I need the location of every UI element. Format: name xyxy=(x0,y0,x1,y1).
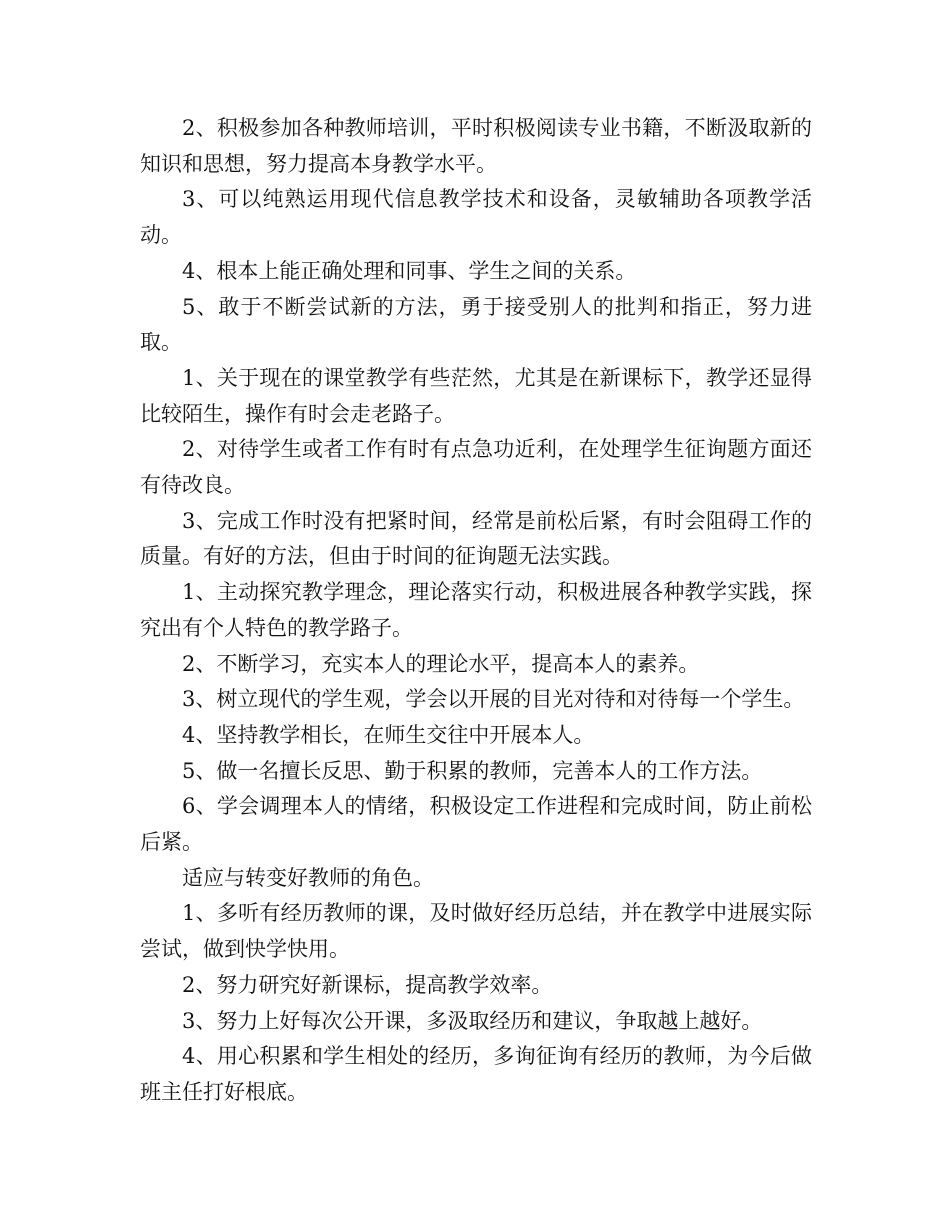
paragraph: 3、可以纯熟运用现代信息教学技术和设备，灵敏辅助各项教学活动。 xyxy=(140,187,812,248)
paragraph: 2、努力研究好新课标，提高教学效率。 xyxy=(182,972,553,997)
paragraph: 3、完成工作时没有把紧时间，经常是前松后紧，有时会阻碍工作的质量。有好的方法，但由于时间的征询题无法实践。 xyxy=(140,508,812,569)
paragraph: 1、多听有经历教师的课，及时做好经历总结，并在教学中进展实际尝试，做到快学快用。 xyxy=(140,901,812,962)
paragraph: 5、敢于不断尝试新的方法，勇于接受别人的批判和指正，努力进取。 xyxy=(140,294,812,355)
paragraph: 2、不断学习，充实本人的理论水平，提高本人的素养。 xyxy=(182,651,700,676)
paragraph: 4、根本上能正确处理和同事、学生之间的关系。 xyxy=(182,258,637,283)
paragraph: 3、努力上好每次公开课，多汲取经历和建议，争取越上越好。 xyxy=(182,1008,763,1033)
document-body xyxy=(140,111,812,1111)
paragraph: 5、做一名擅长反思、勤于积累的教师，完善本人的工作方法。 xyxy=(182,758,763,783)
paragraph: 2、积极参加各种教师培训，平时积极阅读专业书籍，不断汲取新的知识和思想，努力提高本身教学水平。 xyxy=(140,116,812,176)
paragraph: 4、用心积累和学生相处的经历，多询征询有经历的教师，为今后做班主任打好根底。 xyxy=(140,1044,812,1104)
paragraph: 1、主动探究教学理念，理论落实行动，积极进展各种教学实践，探究出有个人特色的教学路子。 xyxy=(140,580,812,640)
paragraph: 3、树立现代的学生观，学会以开展的目光对待和对待每一个学生。 xyxy=(182,687,805,712)
paragraph: 4、坚持教学相长，在师生交往中开展本人。 xyxy=(182,722,595,747)
paragraph: 6、学会调理本人的情绪，积极设定工作进程和完成时间，防止前松后紧。 xyxy=(140,794,812,855)
paragraph: 2、对待学生或者工作有时有点急功近利，在处理学生征询题方面还有待改良。 xyxy=(140,437,812,498)
paragraph: 1、关于现在的课堂教学有些茫然，尤其是在新课标下，教学还显得比较陌生，操作有时会走老路子。 xyxy=(140,365,812,426)
paragraph: 适应与转变好教师的角色。 xyxy=(182,865,434,890)
